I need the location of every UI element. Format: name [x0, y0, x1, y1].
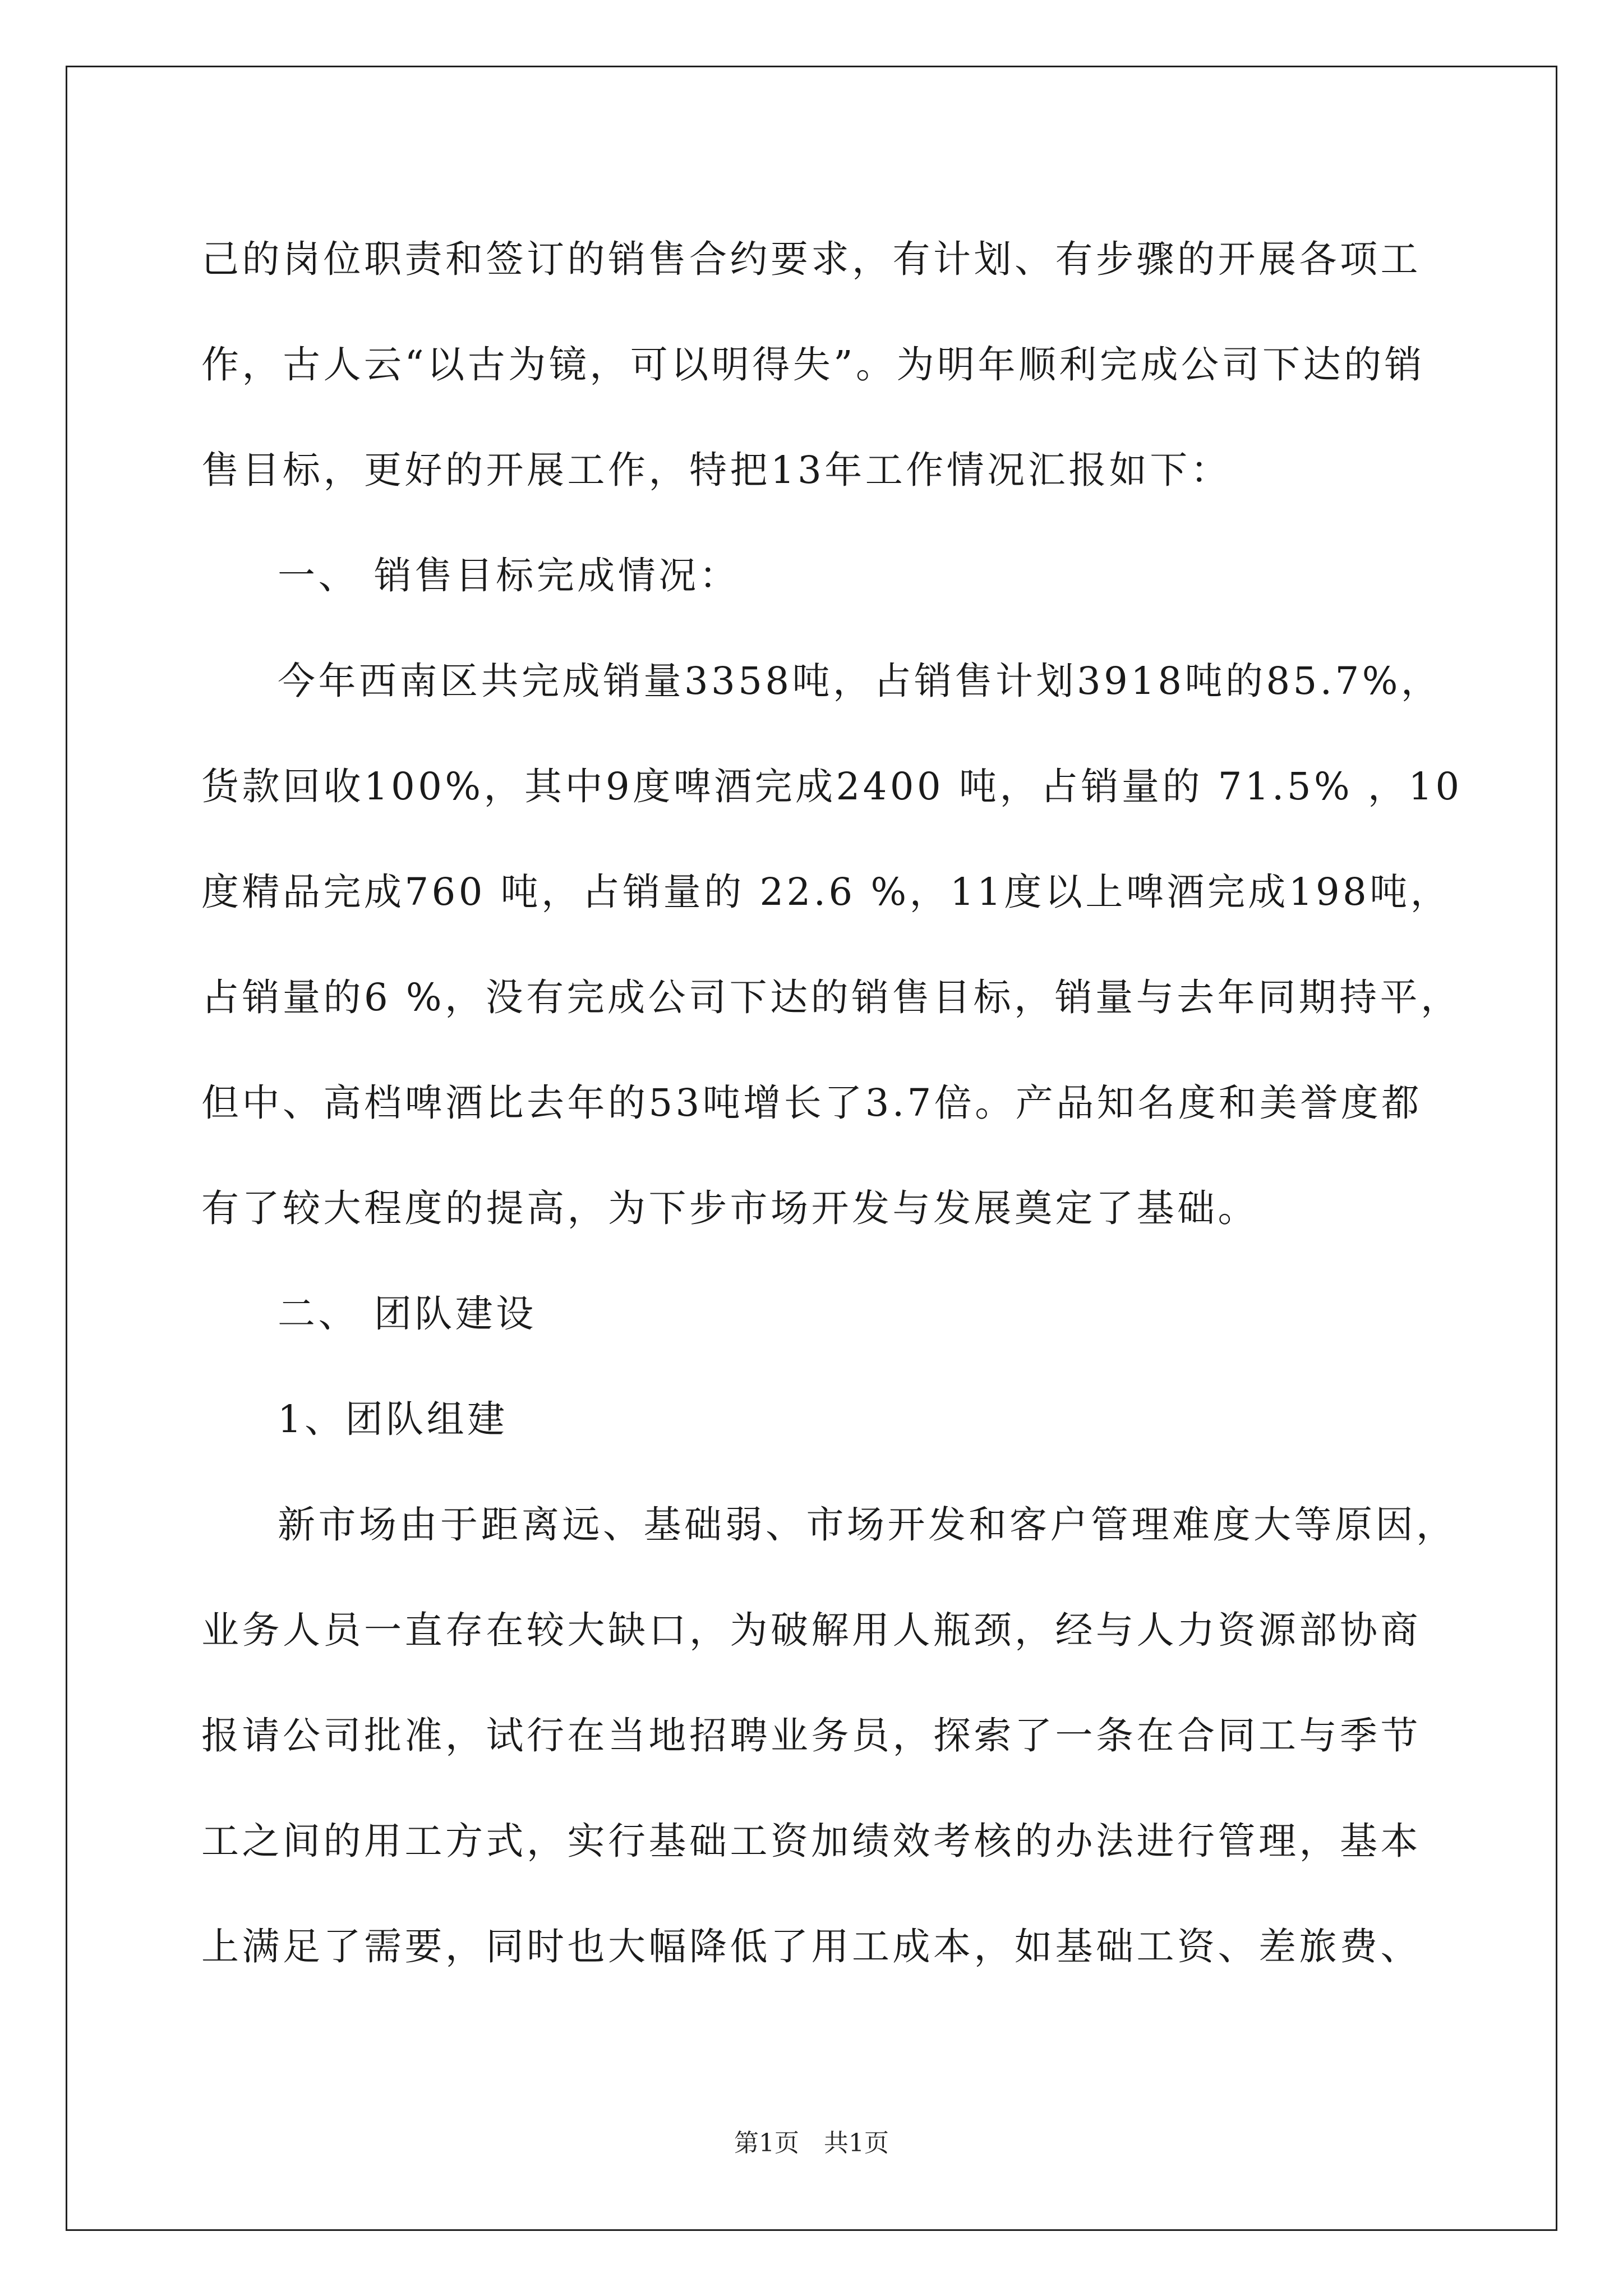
text-line: 有了较大程度的提高，为下步市场开发与发展奠定了基础。: [201, 1186, 1258, 1230]
section-heading-team-building: 二、 团队建设: [278, 1292, 537, 1336]
text-line: 报请公司批准，试行在当地招聘业务员，探索了一条在合同工与季节: [201, 1714, 1421, 1757]
section-heading-sales-target: 一、 销售目标完成情况：: [278, 554, 740, 597]
page-number-total: 共1页: [824, 2129, 889, 2157]
text-line: 作，古人云“以古为镜，可以明得失”。为明年顺利完成公司下达的销: [201, 343, 1426, 386]
text-line: 上满足了需要，同时也大幅降低了用工成本，如基础工资、差旅费、: [201, 1925, 1421, 1968]
page-number-current: 第1页: [734, 2129, 799, 2157]
text-line: 今年西南区共完成销量3358吨，占销售计划3918吨的85.7%，: [278, 659, 1442, 703]
page-footer: [0, 2129, 1623, 2157]
subsection-heading-team-formation: 1、团队组建: [278, 1397, 508, 1441]
text-line: 售目标，更好的开展工作，特把13年工作情况汇报如下：: [201, 448, 1232, 492]
text-line: 己的岗位职责和签订的销售合约要求，有计划、有步骤的开展各项工: [201, 237, 1421, 281]
text-line: 货款回收100%，其中9度啤酒完成2400 吨，占销量的 71.5% ，10: [201, 765, 1463, 808]
text-line: 业务人员一直存在较大缺口，为破解用人瓶颈，经与人力资源部协商: [201, 1608, 1421, 1652]
text-line: 但中、高档啤酒比去年的53吨增长了3.7倍。产品知名度和美誉度都: [201, 1081, 1422, 1125]
text-line: 占销量的6 %，没有完成公司下达的销售目标，销量与去年同期持平，: [201, 976, 1461, 1019]
document-body: [201, 222, 1463, 2014]
text-line: 新市场由于距离远、基础弱、市场开发和客户管理难度大等原因，: [278, 1503, 1457, 1547]
text-line: 度精品完成760 吨，占销量的 22.6 %，11度以上啤酒完成198吨，: [201, 870, 1451, 914]
text-line: 工之间的用工方式，实行基础工资加绩效考核的办法进行管理，基本: [201, 1819, 1421, 1863]
